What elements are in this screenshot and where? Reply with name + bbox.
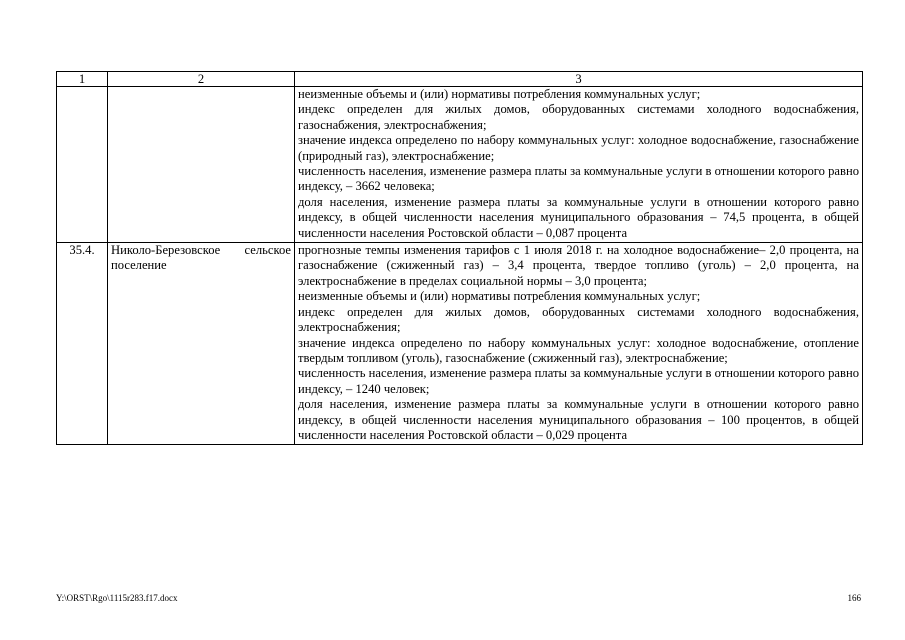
footer-page-number: 166 [847,593,861,603]
header-cell-1: 1 [57,72,108,87]
description-paragraph: доля населения, изменение размера платы за коммунальные услуги в отношении которого равно индексу, в общей численности населения муниципального образования – 100 процентов, в общей численности населения Ростовской области – 0,029 процента [298,397,859,442]
description-cell [295,87,863,243]
header-cell-2: 2 [108,72,295,87]
description-paragraph: прогнозные темпы изменения тарифов с 1 июля 2018 г. на холодное водоснабжение– 2,0 процента, на газоснабжение (сжиженный газ) – 3,4 процента, твердое топливо (уголь) – 2,0 процента, на электроснабжение в пределах социальной нормы – 3,0 процента; [298,243,859,288]
description-paragraph: значение индекса определено по набору коммунальных услуг: холодное водоснабжение, газоснабжение (природный газ), электроснабжение; [298,133,859,163]
footer-file-path: Y:\ORST\Rgo\1115r283.f17.docx [56,593,178,603]
table-row [57,87,863,243]
description-paragraph: значение индекса определено по набору коммунальных услуг: холодное водоснабжение, отопление твердым топливом (уголь), газоснабжение (сжиженный газ), электроснабжение; [298,335,859,365]
description-paragraph: доля населения, изменение размера платы за коммунальные услуги в отношении которого равно индексу, в общей численности населения муниципального образования – 74,5 процента, в общей численности населения Ростовской области – 0,087 процента [298,194,859,240]
row-number-cell [57,87,108,243]
description-paragraph: индекс определен для жилых домов, оборудованных системами холодного водоснабжения, газоснабжения, электроснабжения; [298,102,859,132]
tariff-index-table [56,71,863,445]
row-number-cell: 35.4. [57,243,108,445]
description-paragraph: неизменные объемы и (или) нормативы потребления коммунальных услуг; [298,289,701,304]
description-paragraph: численность населения, изменение размера платы за коммунальные услуги в отношении которого равно индексу, – 1240 человек; [298,366,859,396]
description-paragraph: индекс определен для жилых домов, оборудованных системами холодного водоснабжения, электроснабжения; [298,304,859,335]
description-paragraph: неизменные объемы и (или) нормативы потребления коммунальных услуг; [298,87,701,101]
settlement-name-cell: Николо-Березовское сельское поселение [108,243,295,445]
table-row [57,243,863,445]
settlement-name-cell [108,87,295,243]
header-cell-3: 3 [295,72,863,87]
description-cell [295,243,863,445]
table-header-row [57,72,863,87]
description-paragraph: численность населения, изменение размера платы за коммунальные услуги в отношении которого равно индексу, – 3662 человека; [298,164,859,194]
